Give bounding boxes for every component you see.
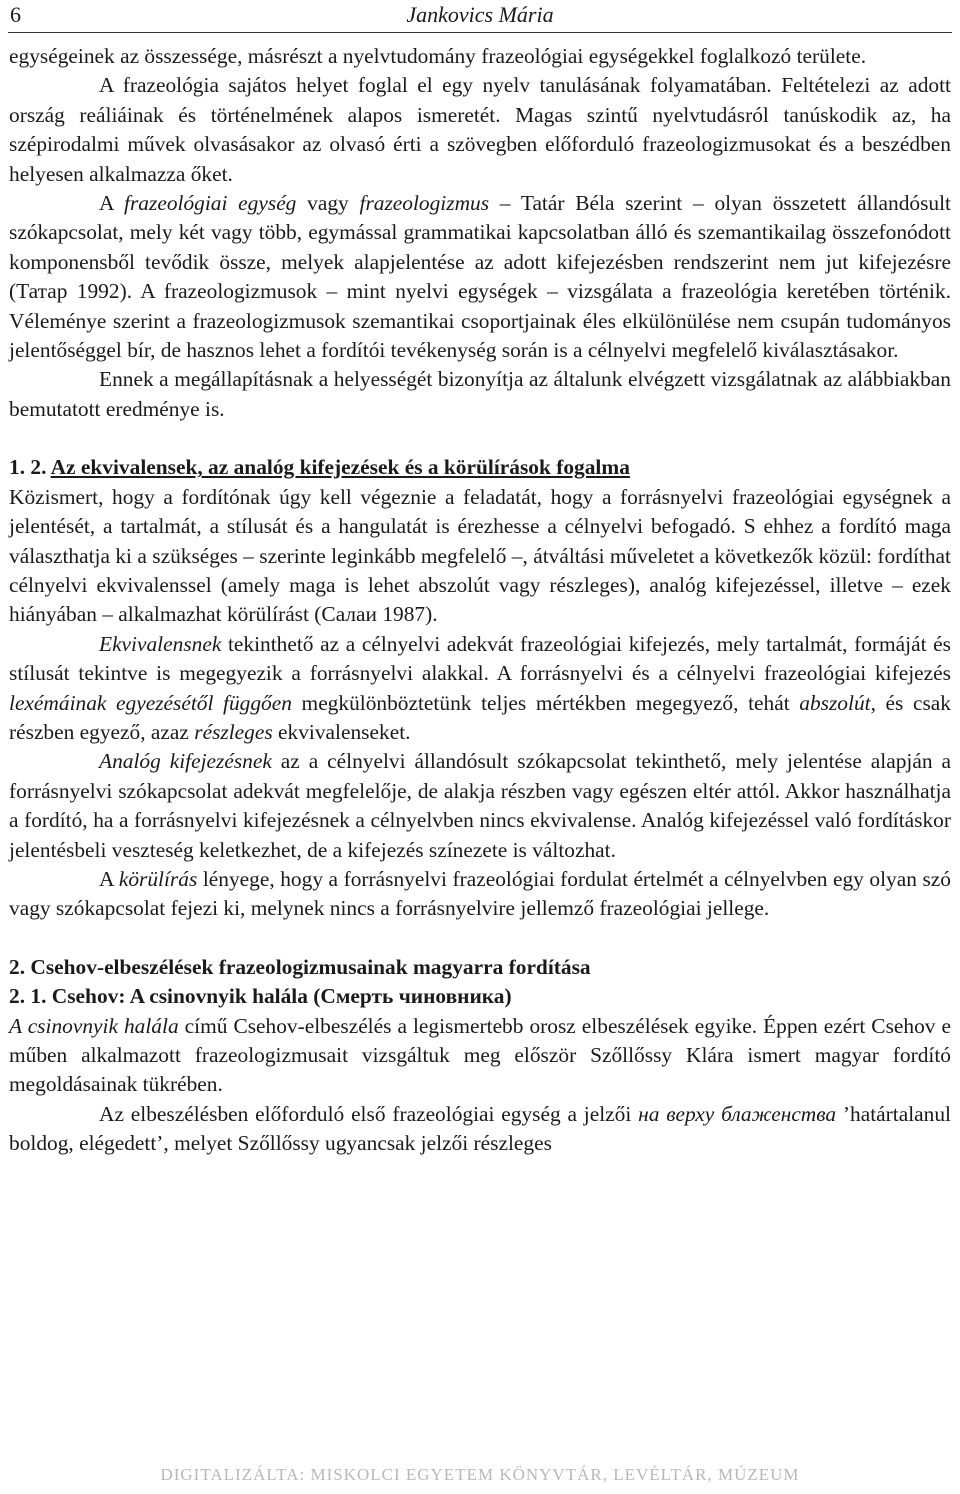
section-heading: 1. 2. Az ekvivalensek, az analóg kifejezések és a körülírások fogalma xyxy=(9,455,630,480)
work-title: A csinovnyik halála xyxy=(9,1013,179,1038)
paragraph: A frazeológia sajátos helyet foglal el egy nyelv tanulásának folyamatában. Feltételezi az adott ország reáliáinak és történelmének alapos ismeretét. Magas szintű nyelvtudásról tanúskodik az, ha szépirodalmi művek olvasásakor az olvasó érti a szövegben előforduló frazeologizmusokat és a beszédben helyesen alkalmazza őket. xyxy=(9,73,951,186)
paragraph: Az elbeszélésben előforduló első frazeológiai egység a jelzői на верху блаженства ’határtalanul boldog, elégedett’, melyet Szőllőssy ugyancsak jelzői részleges xyxy=(9,1101,952,1156)
term-phrase: Analóg kifejezésnek xyxy=(99,749,272,774)
term-phrase: frazeologizmus xyxy=(359,191,490,216)
paragraph: A körülírás lényege, hogy a forrásnyelvi frazeológiai fordulat értelmét a célnyelvben egy olyan szó vagy szókapcsolat fejezi ki, melynek nincs a forrásnyelvire jellemző frazeológiai jellege. xyxy=(9,866,951,921)
russian-phrase: на верху блаженства xyxy=(638,1101,837,1126)
page-number: 6 xyxy=(10,2,21,27)
term-phrase: abszolút xyxy=(799,690,871,715)
paragraph: Közismert, hogy a fordítónak úgy kell végeznie a feladatát, hogy a forrásnyelvi frazeológiai egységnek a jelentését, a tartalmát, a stílusát és a hangulatát is érezhesse a célnyelvi befogadó. S ehhez a fordító maga választhatja ki a szükséges – szerinte leginkább megfelelő –, átváltási műveletet a következők közül: fordíthat célnyelvi ekvivalenssel (amely maga is lehet abszolút vagy részleges), analóg kifejezéssel, illetve – ezek hiányában – alkalmazhat körülírást (Салаи 1987). xyxy=(9,484,951,627)
paragraph: Analóg kifejezésnek az a célnyelvi állandósult szókapcsolat tekinthető, mely jelentése alapján a forrásnyelvi szókapcsolat adekvát megfelelője, de alakja részben vagy egészen eltér attól. Akkor használhatja a fordító, ha a forrásnyelvi kifejezésnek a célnyelvben nincs ekvivalense. Analóg kifejezéssel való fordításkor jelentésbeli veszteség keletkezhet, de a kifejezés színezete is változhat. xyxy=(9,749,951,862)
term-phrase: lexémáinak egyezésétől függően xyxy=(9,690,292,715)
running-head-author: Jankovics Mária xyxy=(406,2,554,27)
paragraph: egységeinek az összessége, másrészt a nyelvtudomány frazeológiai egységekkel foglalkozó területe. xyxy=(9,44,867,68)
paragraph: A csinovnyik halála című Csehov-elbeszélés a legismertebb orosz elbeszélések egyike. Éppen ezért Csehov e műben alkalmazott frazeologizmusait vizsgáltuk meg először Szőllőssy Klára ismert magyar fordító megoldásainak tükrében. xyxy=(9,1013,951,1097)
paragraph: A frazeológiai egység vagy frazeologizmus – Tatár Béla szerint – olyan összetett állandósult szókapcsolat, mely két vagy több, egymással grammatikai kapcsolatban álló és szemantikailag összefonódott komponensből tevődik össze, melyek alapjelentése az adott kifejezésben rendszerint nem jut kifejezésre (Татар 1992). A frazeologizmusok – mint nyelvi egységek – vizsgálata a frazeológia keretében történik. Véleménye szerint a frazeologizmusok szemantikai csoportjainak éles elkülönülése nem csupán tudományos jelentőséggel bír, de hasznos lehet a fordítói tevékenység során is a célnyelvi megfelelő kiválasztásakor. xyxy=(9,191,952,363)
body-text xyxy=(9,42,951,1159)
section-heading: 2. Csehov-elbeszélések frazeologizmusainak magyarra fordítása xyxy=(9,954,591,979)
term-phrase: körülírás xyxy=(118,866,198,891)
subsection-heading: 2. 1. Csehov: A csinovnyik halála (Смерть чиновника) xyxy=(9,984,512,1009)
paragraph: Ennek a megállapításnak a helyességét bizonyítja az általunk elvégzett vizsgálatnak az alábbiakban bemutatott eredménye is. xyxy=(9,367,951,421)
digitization-watermark: DIGITALIZÁLTA: MISKOLCI EGYETEM KÖNYVTÁR, LEVÉLTÁR, MÚZEUM xyxy=(160,1465,800,1484)
section-heading-title: Az ekvivalensek, az analóg kifejezések és a körülírások fogalma xyxy=(50,455,630,480)
term-phrase: frazeológiai egység xyxy=(124,191,297,216)
page-header xyxy=(8,0,952,33)
term-phrase: Ekvivalensnek xyxy=(99,631,222,656)
term-phrase: részleges xyxy=(194,719,273,744)
paragraph: Ekvivalensnek tekinthető az a célnyelvi adekvát frazeológiai kifejezés, mely tartalmát, formáját és stílusát tekintve is megegyezik a forrásnyelvi alakkal. A forrásnyelvi és a célnyelvi frazeológiai kifejezés lexémáinak egyezésétől függően megkülönböztetünk teljes mértékben megegyező, tehát abszolút, és csak részben egyező, azaz részleges ekvivalenseket. xyxy=(9,631,951,744)
